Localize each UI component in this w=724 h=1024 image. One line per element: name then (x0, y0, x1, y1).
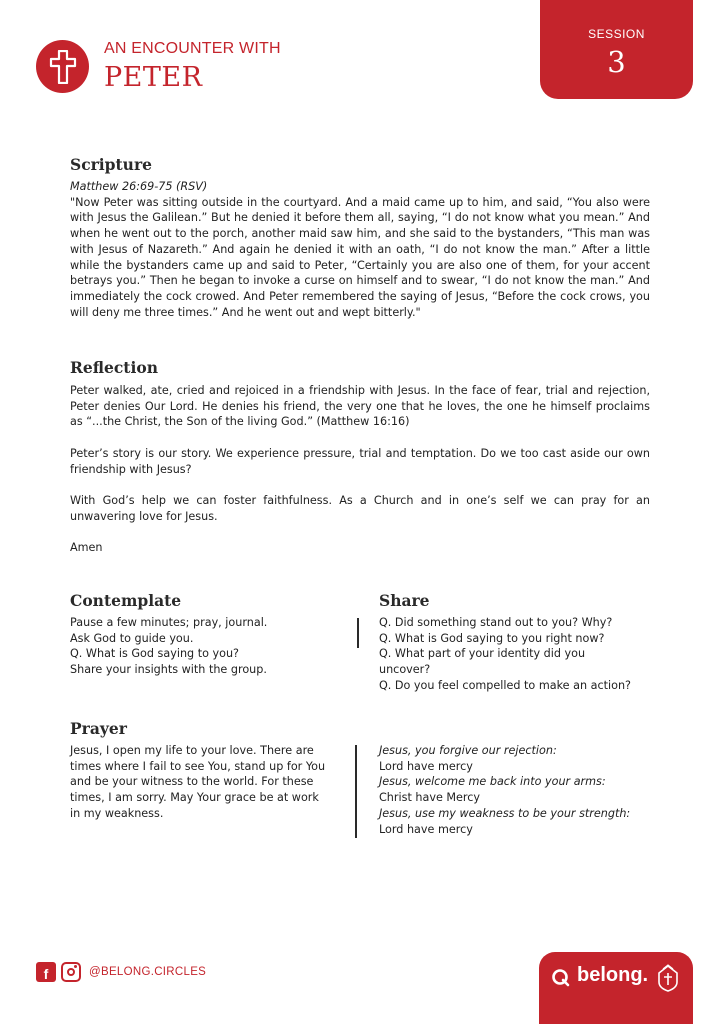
share-question: Q. Did something stand out to you? Why? (379, 616, 613, 629)
share-question: Q. Do you feel compelled to make an action? (379, 678, 631, 692)
reflection-block (70, 383, 650, 571)
brand-mark-icon (551, 968, 571, 988)
contemplate-line: Ask God to guide you. (70, 631, 194, 645)
scripture-heading: Scripture (70, 155, 152, 174)
column-divider (355, 745, 357, 838)
reflection-paragraph-3: With God’s help we can foster faithfulness. As a Church and in one’s self we can pray for an unwavering love for Jesus. (70, 493, 650, 523)
social-links (36, 962, 206, 982)
session-number: 3 (607, 45, 626, 79)
instagram-icon[interactable] (61, 962, 81, 982)
footer-brand-tab (539, 952, 693, 1024)
prayer-reply: Lord have mercy (379, 759, 473, 773)
share-question: Q. What is God saying to you right now? (379, 631, 605, 645)
prayer-call: Jesus, you forgive our rejection: (379, 744, 557, 757)
social-handle[interactable]: @BELONG.CIRCLES (89, 966, 207, 978)
prayer-responses (379, 743, 659, 837)
share-heading: Share (379, 591, 430, 610)
scripture-block (70, 179, 650, 320)
prayer-text: Jesus, I open my life to your love. There are times where I fail to see You, stand up for You and be your witness to the world. For these times, I am sorry. May Your grace be at work in my weakness. (70, 744, 326, 820)
contemplate-block (70, 615, 345, 678)
reflection-heading: Reflection (70, 358, 158, 377)
share-question: Q. What part of your identity did you uncover? (379, 647, 586, 677)
brand-name: belong. (577, 964, 649, 986)
facebook-icon[interactable]: f (36, 962, 56, 982)
prayer-call: Jesus, use my weakness to be your strength: (379, 806, 631, 820)
cross-icon (48, 50, 78, 84)
scripture-text: "Now Peter was sitting outside in the courtyard. And a maid came up to him, and said, “You also were with Jesus the Galilean.” But he denied it before them all, saying, “I do not know what you mean.” And when he went out to the porch, another maid saw him, and she said to the bystanders, “This man was with Jesus of Nazareth.” And again he denied it with an oath, “I do not know the man.” After a little while the bystanders came up and said to Peter, “Certainly you are also one of them, for your accent betrays you.” Then he began to invoke a curse on himself and to swear, “I do not know the man.” And immediately the cock crowed. And Peter remembered the saying of Jesus, “Before the cock crows, you will deny me three times.” And he went out and wept bitterly." (70, 195, 650, 319)
prayer-reply: Christ have Mercy (379, 791, 481, 805)
reflection-paragraph-2: Peter’s story is our story. We experience pressure, trial and temptation. Do we too cast aside our own friendship with Jesus? (70, 446, 650, 476)
column-divider (357, 618, 359, 648)
page-title: PETER (104, 62, 203, 93)
contemplate-line: Q. What is God saying to you? (70, 647, 239, 661)
reflection-amen: Amen (70, 540, 103, 554)
prayer-reply: Lord have mercy (379, 822, 473, 836)
header-logo (36, 40, 89, 93)
scripture-reference: Matthew 26:69-75 (RSV) (70, 180, 208, 193)
header-kicker: AN ENCOUNTER WITH (104, 40, 281, 57)
session-tab (540, 0, 693, 99)
contemplate-line: Share your insights with the group. (70, 663, 267, 677)
reflection-paragraph-1: Peter walked, ate, cried and rejoiced in a friendship with Jesus. In the face of fear, trial and rejection, Peter denies Our Lord. He denies his friend, the very one that he loves, the one he himself proclaims as “...the Christ, the Son of the living God.” (Matthew 16:16) (70, 384, 650, 429)
session-label: SESSION (588, 27, 645, 41)
crest-icon (657, 964, 679, 992)
share-block (379, 615, 654, 694)
prayer-heading: Prayer (70, 719, 127, 738)
contemplate-heading: Contemplate (70, 591, 182, 610)
contemplate-line: Pause a few minutes; pray, journal. (70, 616, 268, 629)
prayer-call: Jesus, welcome me back into your arms: (379, 775, 606, 789)
